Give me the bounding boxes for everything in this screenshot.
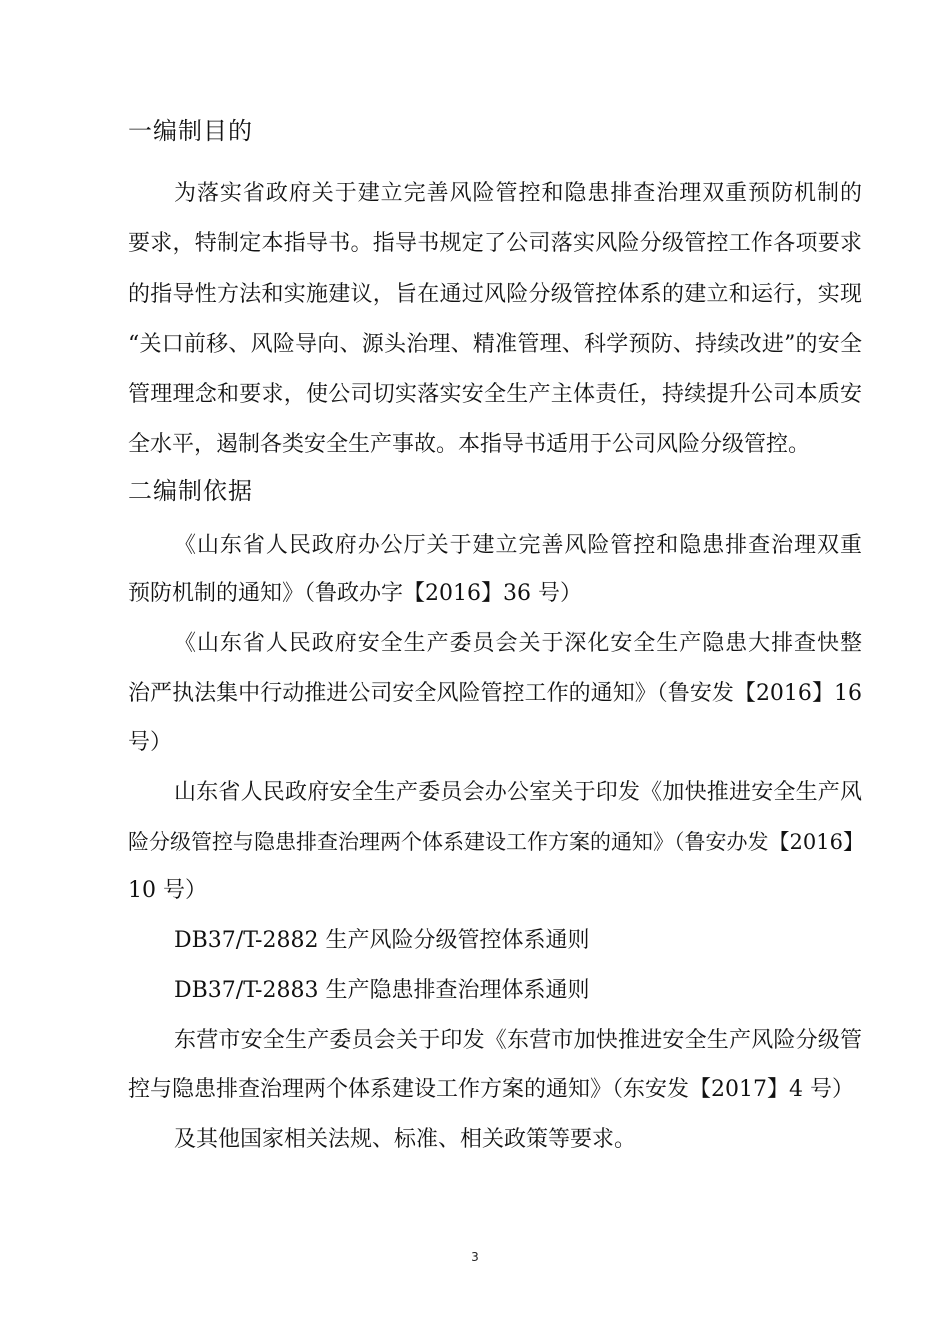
paragraph-line: 管理理念和要求，使公司切实落实安全生产主体责任，持续提升公司本质安 [128, 382, 862, 407]
section-heading-purpose: 一编制目的 [128, 117, 253, 145]
paragraph-line: 10 号） [128, 878, 207, 903]
paragraph-line: 要求，特制定本指导书。指导书规定了公司落实风险分级管控工作各项要求 [128, 231, 862, 256]
paragraph-line: 及其他国家相关法规、标准、相关政策等要求。 [174, 1127, 637, 1152]
section-heading-basis: 二编制依据 [128, 477, 253, 505]
paragraph-line: 预防机制的通知》（鲁政办字【2016】36 号） [128, 581, 582, 606]
paragraph-line: 为落实省政府关于建立完善风险管控和隐患排查治理双重预防机制的 [174, 181, 862, 206]
paragraph-line: “关口前移、风险导向、源头治理、精准管理、科学预防、持续改进”的安全 [128, 332, 862, 357]
paragraph-line: 山东省人民政府安全生产委员会办公室关于印发《加快推进安全生产风 [174, 780, 862, 805]
paragraph-line: 《山东省人民政府安全生产委员会关于深化安全生产隐患大排查快整 [174, 631, 862, 656]
paragraph-line: 的指导性方法和实施建议，旨在通过风险分级管控体系的建立和运行，实现 [128, 282, 862, 307]
paragraph-line: 《山东省人民政府办公厅关于建立完善风险管控和隐患排查治理双重 [174, 533, 862, 558]
paragraph-line: 险分级管控与隐患排查治理两个体系建设工作方案的通知》（鲁安办发【2016】 [128, 830, 864, 854]
paragraph-line: DB37/T-2883 生产隐患排查治理体系通则 [174, 978, 590, 1003]
paragraph-line: DB37/T-2882 生产风险分级管控体系通则 [174, 928, 590, 953]
paragraph-line: 治严执法集中行动推进公司安全风险管控工作的通知》（鲁安发【2016】16 [128, 681, 862, 706]
paragraph-line: 控与隐患排查治理两个体系建设工作方案的通知》（东安发【2017】4 号） [128, 1077, 854, 1102]
paragraph-line: 号） [128, 730, 173, 755]
page-number: 3 [471, 1250, 479, 1264]
paragraph-line: 全水平，遏制各类安全生产事故。本指导书适用于公司风险分级管控。 [128, 432, 811, 457]
paragraph-line: 东营市安全生产委员会关于印发《东营市加快推进安全生产风险分级管 [174, 1028, 862, 1053]
